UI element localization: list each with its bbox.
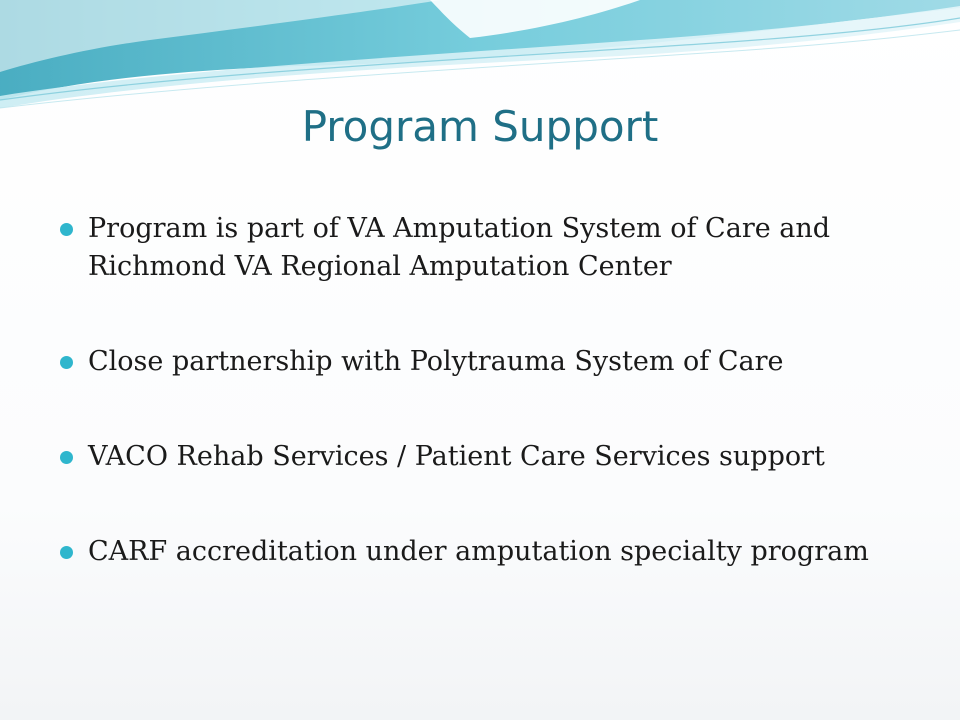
bullet-dot-icon <box>60 356 73 369</box>
bullet-dot-icon <box>60 546 73 559</box>
bullet-list <box>88 210 908 571</box>
bullet-dot-icon <box>60 223 73 236</box>
bullet-dot-icon <box>60 451 73 464</box>
bullet-text: VACO Rehab Services / Patient Care Services support <box>88 441 825 472</box>
bullet-item <box>88 438 908 476</box>
bullet-text: Program is part of VA Amputation System of Care and Richmond VA Regional Amputation Center <box>88 213 831 282</box>
bullet-text: CARF accreditation under amputation specialty program <box>88 536 869 567</box>
bullet-text: Close partnership with Polytrauma System of Care <box>88 346 784 377</box>
bullet-item <box>88 210 908 286</box>
bullet-item <box>88 533 908 571</box>
bullet-item <box>88 343 908 381</box>
slide-title: Program Support <box>301 102 659 151</box>
